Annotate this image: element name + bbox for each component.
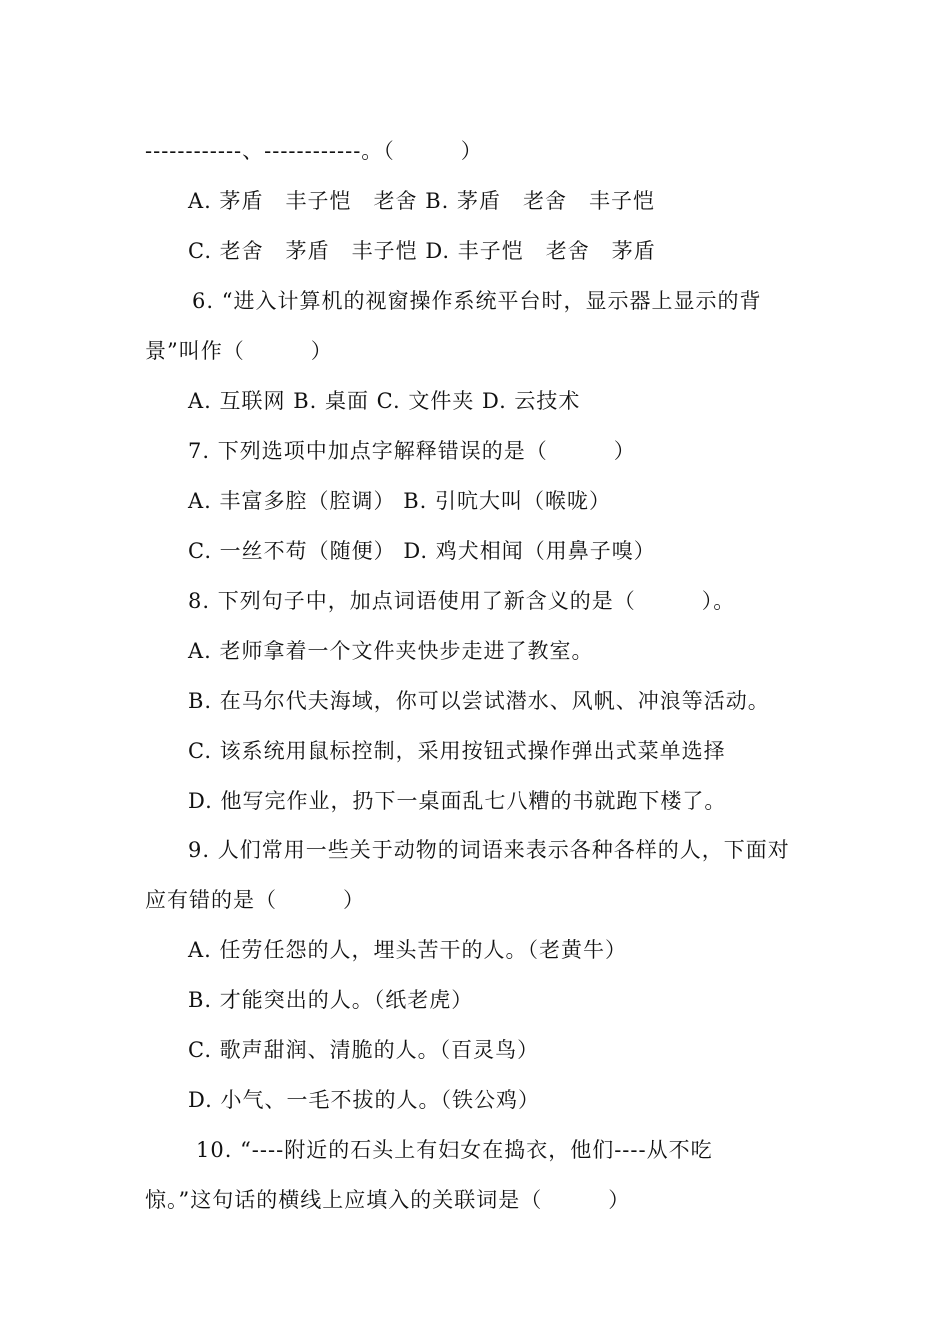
q10-stem-line2: 惊。”这句话的横线上应填入的关联词是（ ） [145,1188,631,1212]
q7-option-cd: C. 一丝不苟（随便） D. 鸡犬相闻（用鼻子嗅） [188,539,656,563]
q10-stem-line1: 10. “----附近的石头上有妇女在捣衣，他们----从不吃 [196,1138,713,1162]
q5-option-ab: A. 茅盾 丰子恺 老舍 B. 茅盾 老舍 丰子恺 [188,189,655,213]
q8-option-d: D. 他写完作业，扔下一桌面乱七八糟的书就跑下楼了。 [188,789,727,813]
q8-option-c: C. 该系统用鼠标控制，采用按钮式操作弹出式菜单选择 [188,739,726,763]
q9-option-c: C. 歌声甜润、清脆的人。（百灵鸟） [188,1038,540,1062]
q9-option-b: B. 才能突出的人。（纸老虎） [188,988,474,1012]
q5-option-cd: C. 老舍 茅盾 丰子恺 D. 丰子恺 老舍 茅盾 [188,239,656,263]
q9-stem-line1: 9. 人们常用一些关于动物的词语来表示各种各样的人，下面对 [188,838,790,862]
q9-option-a: A. 任劳任怨的人，埋头苦干的人。（老黄牛） [188,938,628,962]
q8-stem: 8. 下列句子中，加点词语使用了新含义的是（ ）。 [188,589,736,613]
q9-stem-line2: 应有错的是（ ） [145,888,365,912]
q6-stem-line1: 6. “进入计算机的视窗操作系统平台时，显示器上显示的背 [192,289,762,313]
q7-stem: 7. 下列选项中加点字解释错误的是（ ） [188,439,636,463]
q6-stem-line2: 景”叫作（ ） [145,339,333,363]
q8-option-b: B. 在马尔代夫海域，你可以尝试潜水、风帆、冲浪等活动。 [188,689,770,713]
q5-blank-line: ------------、------------。（ ） [145,139,483,163]
q9-option-d: D. 小气、一毛不拔的人。（铁公鸡） [188,1088,540,1112]
q8-option-a: A. 老师拿着一个文件夹快步走进了教室。 [188,639,594,663]
q6-options: A. 互联网 B. 桌面 C. 文件夹 D. 云技术 [188,389,581,413]
q7-option-ab: A. 丰富多腔（腔调） B. 引吭大叫（喉咙） [188,489,611,513]
